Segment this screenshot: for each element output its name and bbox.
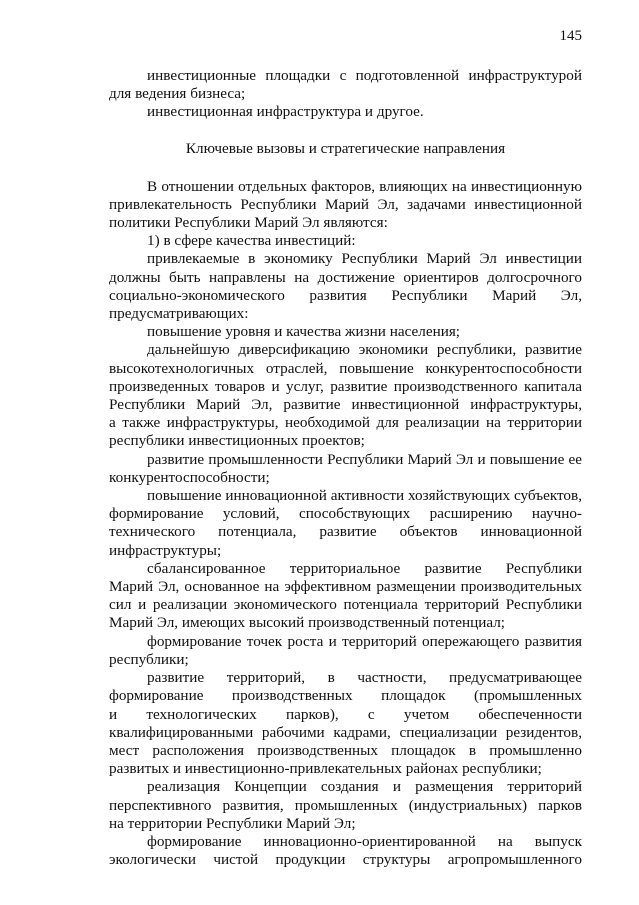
- paragraph: [109, 323, 582, 341]
- document-body: [109, 67, 582, 869]
- text-line: предусматривающих:: [109, 305, 249, 323]
- paragraph: [109, 232, 582, 250]
- text-line: развитых и инвестиционно-привлекательных районах республики;: [109, 760, 542, 778]
- paragraph: [109, 560, 582, 633]
- text-line: инфраструктуры;: [109, 541, 222, 559]
- text-line: сбалансированное территориальное развитие Республики: [147, 559, 582, 577]
- text-line: политики Республики Марий Эл являются:: [109, 214, 388, 232]
- paragraph: [109, 341, 582, 450]
- text-line: республики инвестиционных проектов;: [109, 432, 365, 450]
- paragraph: [109, 178, 582, 233]
- text-line: реализация Концепции создания и размещения территорий: [147, 778, 582, 796]
- paragraph-list: [109, 178, 582, 870]
- text-line: для ведения бизнеса;: [109, 85, 246, 103]
- text-line: инвестиционная инфраструктура и другое.: [147, 103, 424, 121]
- paragraph: [109, 250, 582, 323]
- text-line: перспективного развития, промышленных (индустриальных) парков: [109, 796, 582, 814]
- text-line: привлекательность Республики Марий Эл, задачами инвестиционной: [109, 195, 582, 213]
- text-line: экологически чистой продукции структуры агропромышленного: [109, 851, 582, 869]
- text-line: квалифицированными рабочими кадрами, специализации резидентов,: [109, 723, 582, 741]
- text-line: должны быть направлены на достижение ориентиров долгосрочного: [109, 268, 582, 286]
- text-line: произведенных товаров и услуг, развитие производственного капитала: [109, 377, 582, 395]
- text-line: мест расположения производственных площадок в промышленно: [109, 741, 582, 759]
- paragraph: [109, 451, 582, 487]
- paragraph: [109, 833, 582, 869]
- text-line: технического потенциала, развитие объектов инновационной: [109, 523, 582, 541]
- text-line: Марий Эл, основанное на эффективном размещении производительных: [109, 578, 582, 596]
- text-line: а также инфраструктуры, необходимой для реализации на территории: [109, 414, 582, 432]
- text-line: повышение инновационной активности хозяйствующих субъектов,: [147, 487, 582, 505]
- text-line: высокотехнологичных отраслей, повышение конкурентоспособности: [109, 359, 582, 377]
- text-line: инвестиционные площадки с подготовленной инфраструктурой: [147, 67, 582, 84]
- text-line: Марий Эл, имеющих высокий производственный потенциал;: [109, 614, 506, 632]
- text-line: привлекаемые в экономику Республики Марий Эл инвестиции: [147, 250, 582, 268]
- text-line: В отношении отдельных факторов, влияющих на инвестиционную: [147, 177, 582, 195]
- section-heading: Ключевые вызовы и стратегические направления: [185, 139, 506, 157]
- text-line: развитие промышленности Республики Марий Эл и повышение ее: [147, 450, 582, 468]
- paragraph: [109, 669, 582, 778]
- text-line: сил и реализации экономического потенциала территорий Республики: [109, 596, 582, 614]
- text-line: формирование точек роста и территорий опережающего развития: [147, 632, 582, 650]
- text-line: дальнейшую диверсификацию экономики республики, развитие: [147, 341, 582, 359]
- paragraph: [109, 487, 582, 560]
- text-line: 1) в сфере качества инвестиций:: [147, 232, 356, 250]
- text-line: развитие территорий, в частности, предусматривающее: [147, 669, 582, 687]
- text-line: формирование производственных площадок (промышленных: [109, 687, 582, 705]
- paragraph: [109, 778, 582, 833]
- text-line: на территории Республики Марий Эл;: [109, 814, 356, 832]
- page-number: 145: [559, 28, 582, 44]
- paragraph: [109, 633, 582, 669]
- text-line: социально-экономического развития Республики Марий Эл,: [109, 286, 582, 304]
- text-line: республики;: [109, 650, 189, 668]
- text-line: повышение уровня и качества жизни населения;: [147, 323, 461, 341]
- intro-block: [109, 67, 582, 122]
- text-line: конкурентоспособности;: [109, 468, 270, 486]
- text-line: и технологических парков), с учетом обеспеченности: [109, 705, 582, 723]
- text-line: формирование условий, способствующих расширению научно-: [109, 505, 582, 523]
- text-line: формирование инновационно-ориентированной на выпуск: [147, 832, 582, 850]
- text-line: Республики Марий Эл, развитие инвестиционной инфраструктуры,: [109, 396, 582, 414]
